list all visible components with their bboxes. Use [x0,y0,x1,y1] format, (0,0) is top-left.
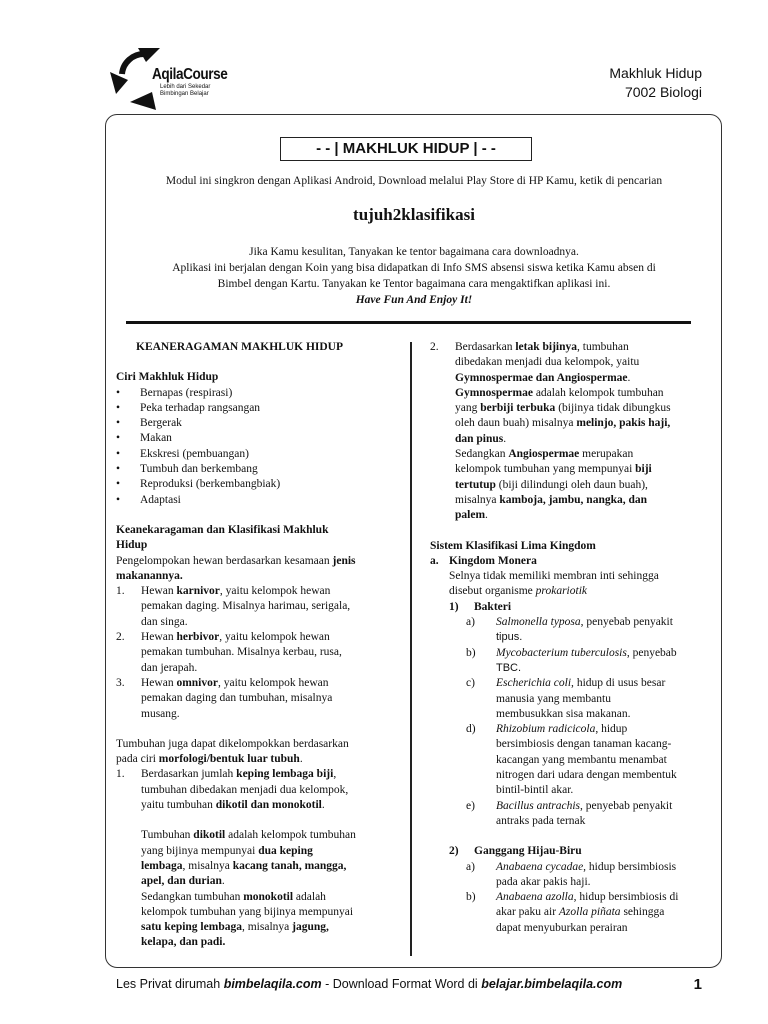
list-item: • Bergerak [116,416,396,431]
bullet-icon: • [116,432,121,445]
list-item: c) Escherichia coli, hidup di usus besar [466,677,666,690]
ciri-title: Ciri Makhluk Hidup [116,371,219,384]
intro-text: Modul ini singkron dengan Aplikasi Android, Download melalui Play Store di HP Kamu, ketik di pencarian [165,175,663,187]
app-name: tujuh2klasifikasi [353,205,475,224]
divider [126,321,691,324]
list-item: b) Anabaena azolla, hidup bersimbiosis di [466,891,679,904]
download-link[interactable]: belajar.bimbelaqila.com [481,977,623,991]
bullet-icon: • [116,401,121,414]
list-item: 1. Hewan karnivor, yaitu kelompok hewan [116,585,331,598]
footer: Les Privat dirumah bimbelaqila.com - Download Format Word di belajar.bimbelaqila.com [116,977,623,991]
list-item: 2. Hewan herbivor, yaitu kelompok hewan [116,631,330,644]
list-item: a. Kingdom Monera [430,554,537,567]
logo [108,44,268,112]
list-item: • Bernapas (respirasi) [116,386,396,401]
header-info [609,64,702,102]
left-column: KEANERAGAMAN MAKHLUK HIDUP Ciri Makhluk Hidup • Bernapas (respirasi) • Peka terhadap rangsangan • Bergerak • Makan • Ekskresi (pembuangan) • Tumbuh dan berkembang • Reproduksi (berkembangbiak) • Adaptasi Keanekaragaman dan Klasifikasi Makhluk Hidup Pengelompokan hewan berdasarkan kesamaan jenis makanannya. 1. Hewan karnivor, yaitu kelompok hewan pemakan daging. Misalnya harimau, serigala, dan singa. 2. Hewan herbivor, yaitu kelompok hewan pemakan tumbuhan. Misalnya kerbau, rusa, dan jerapah. 3. Hewan omnivor, yaitu kelompok hewan pemakan daging dan tumbuhan, misalnya musang. Tumbuhan juga dapat dikelompokkan berdasarkan pada ciri morfologi/bentuk luar tubuh. 1. Berdasarkan jumlah keping lembaga biji, tumbuhan dibedakan menjadi dua kelompok, yaitu tumbuhan dikotil dan monokotil. Tumbuhan dikotil adalah kelompok tumbuhan yang bijinya mempunyai dua keping lembaga, misalnya kacang tanah, mangga, apel, dan durian. Sedangkan tumbuhan monokotil adalah kelompok tumbuhan yang bijinya mempunyai satu keping lembaga, misalnya jagung, kelapa, dan padi. [116,340,396,951]
bullet-icon: • [116,463,121,476]
section-heading: KEANERAGAMAN MAKHLUK HIDUP [136,341,343,353]
bullet-icon: • [116,386,121,399]
list-item: e) Bacillus antrachis, penyebab penyakit [466,799,673,812]
column-divider [410,342,412,956]
code-label: 7002 Biologi [624,84,702,100]
list-item: • Makan [116,431,396,446]
list-item: 2. Berdasarkan letak bijinya, tumbuhan [430,341,629,353]
bullet-icon: • [116,417,121,430]
ciri-list [116,386,396,508]
page-title: - - | MAKHLUK HIDUP | - - [280,137,532,161]
list-item: • Ekskresi (pembuangan) [116,447,396,462]
klasifikasi-title: Sistem Klasifikasi Lima Kingdom [430,539,596,552]
list-item: a) Salmonella typosa, penyebab penyakit [466,616,673,629]
list-item: 1. Berdasarkan jumlah keping lembaga biji, [116,768,337,781]
list-item: 1) Bakteri [449,600,512,613]
list-item: d) Rhizobium radicicola, hidup [466,723,628,736]
info-block: Jika Kamu kesulitan, Tanyakan ke tentor bagaimana cara downloadnya. Aplikasi ini berjalan dengan Koin yang bisa didapatkan di Info SMS absensi siswa ketika Kamu absen di Bimbel dengan Kartu. Tanyakan ke Tentor bagaimana cara mengaktifkan aplikasi ini. Have Fun And Enjoy It! [172,246,656,306]
subject-label: Makhluk Hidup [609,65,702,81]
list-item: a) Anabaena cycadae, hidup bersimbiosis [466,860,677,873]
logo-subtitle: Lebih dari Sekedar Bimbingan Belajar [160,84,211,97]
list-item: • Tumbuh dan berkembang [116,462,396,477]
list-item: b) Mycobacterium tuberculosis, penyebab [466,646,677,659]
logo-title: AqilaCourse [152,66,228,83]
bullet-icon: • [116,447,121,460]
list-item: • Reproduksi (berkembangbiak) [116,477,396,492]
right-column: 2. Berdasarkan letak bijinya, tumbuhan dibedakan menjadi dua kelompok, yaitu Gymnospermae dan Angiospermae. Gymnospermae adalah kelompok tumbuhan yang berbiji terbuka (bijinya tidak dibungkus oleh daun buah) misalnya melinjo, pakis haji, dan pinus. Sedangkan Angiospermae merupakan kelompok tumbuhan yang mempunyai biji tertutup (biji dilindungi oleh daun buah), misalnya kamboja, jambu, nangka, dan palem. Sistem Klasifikasi Lima Kingdom a. Kingdom Monera Selnya tidak memiliki membran inti sehingga disebut organisme prokariotik 1) Bakteri a) Salmonella typosa, penyebab penyakit tipus. b) Mycobacterium tuberculosis, penyebab TBC. c) Escherichia coli, hidup di usus besar manusia yang membantu membusukkan sisa makanan. d) Rhizobium radicicola, hidup bersimbiosis dengan tanaman kacang- kacangan yang membantu menambat nitrogen dari udara dengan membentuk bintil-bintil akar. e) Bacillus antrachis, penyebab penyakit antraks pada ternak 2) Ganggang Hijau-Biru a) Anabaena cycadae, hidup bersimbiosis pada akar pakis haji. b) Anabaena azolla, hidup bersimbiosis di akar paku air Azolla piñata sehingga dapat menyuburkan perairan [430,340,710,936]
list-item: 2) Ganggang Hijau-Biru [449,845,582,858]
bullet-icon: • [116,478,121,491]
site-link[interactable]: bimbelaqila.com [223,977,322,991]
page-number: 1 [693,976,702,993]
list-item: • Adaptasi [116,493,396,508]
bullet-icon: • [116,493,121,506]
list-item: 3. Hewan omnivor, yaitu kelompok hewan [116,676,329,689]
list-item: • Peka terhadap rangsangan [116,401,396,416]
